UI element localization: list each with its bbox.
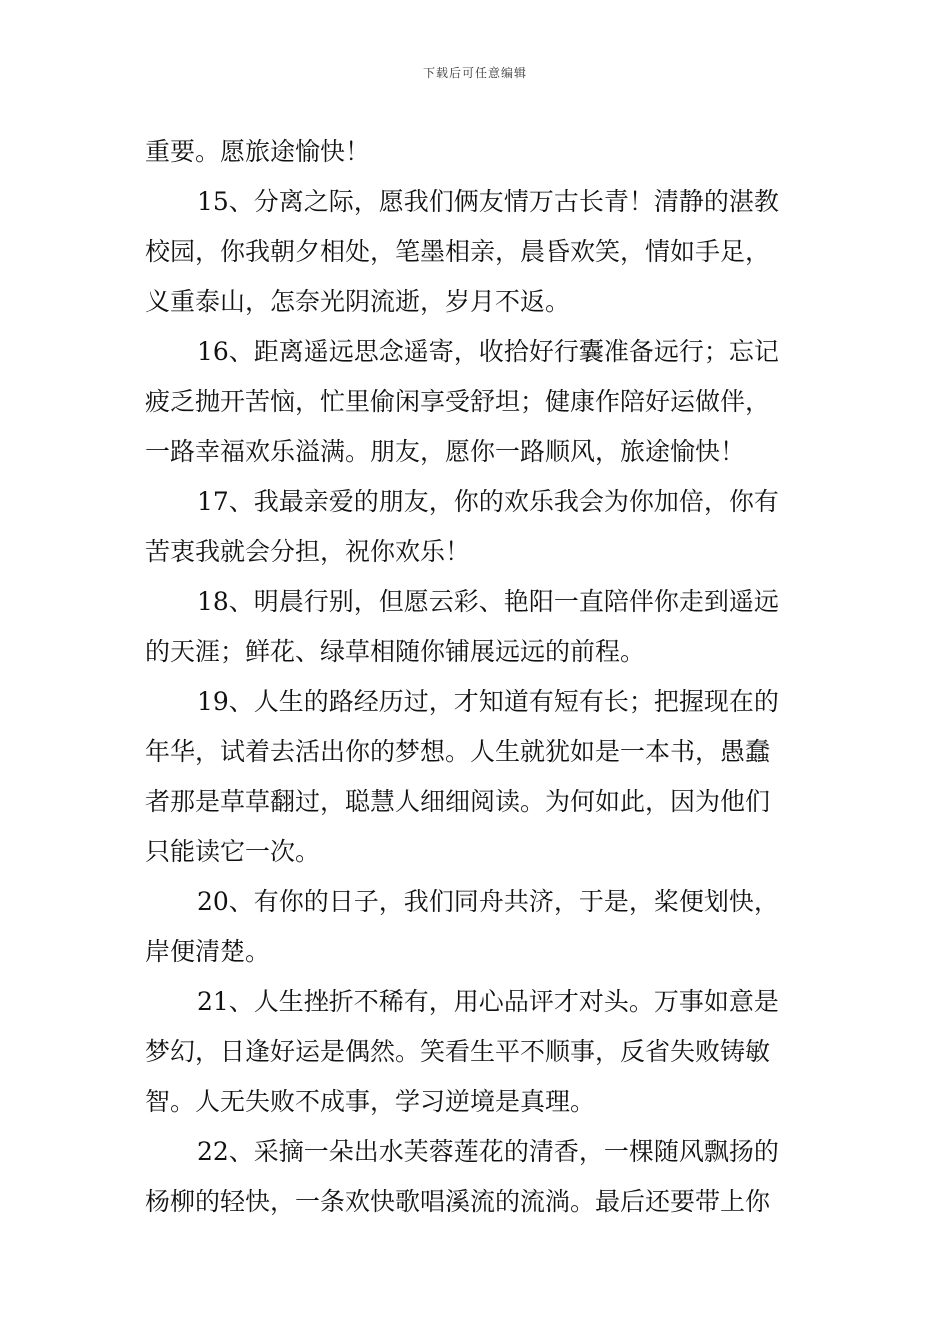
text-line: 岸便清楚。 bbox=[145, 937, 271, 966]
text-line: 20、有你的日子，我们同舟共济，于是，桨便划快， bbox=[197, 887, 779, 916]
text-line: 者那是草草翻过，聪慧人细细阅读。为何如此，因为他们 bbox=[145, 787, 771, 816]
text-line: 校园，你我朝夕相处，笔墨相亲，晨昏欢笑，情如手足， bbox=[145, 237, 771, 266]
text-line: 一路幸福欢乐溢满。朋友，愿你一路顺风，旅途愉快！ bbox=[145, 437, 746, 466]
page-header: 下载后可任意编辑 bbox=[422, 66, 527, 80]
text-line: 年华，试着去活出你的梦想。人生就犹如是一本书，愚蠢 bbox=[145, 737, 771, 766]
text-line: 18、明晨行别，但愿云彩、艳阳一直陪伴你走到遥远 bbox=[197, 587, 779, 616]
text-line: 只能读它一次。 bbox=[145, 837, 321, 866]
text-line: 22、采摘一朵出水芙蓉莲花的清香，一棵随风飘扬的 bbox=[197, 1137, 779, 1166]
text-line: 15、分离之际，愿我们俩友情万古长青！清静的湛教 bbox=[197, 187, 779, 216]
text-line: 义重泰山，怎奈光阴流逝，岁月不返。 bbox=[145, 287, 571, 316]
text-line: 17、我最亲爱的朋友，你的欢乐我会为你加倍，你有 bbox=[197, 487, 779, 516]
text-line: 梦幻，日逢好运是偶然。笑看生平不顺事，反省失败铸敏 bbox=[145, 1037, 771, 1066]
text-line: 杨柳的轻快，一条欢快歌唱溪流的流淌。最后还要带上你 bbox=[145, 1187, 771, 1216]
text-line: 的天涯；鲜花、绿草相随你铺展远远的前程。 bbox=[145, 637, 646, 666]
text-line: 19、人生的路经历过，才知道有短有长；把握现在的 bbox=[197, 687, 779, 716]
text-line: 疲乏抛开苦恼，忙里偷闲享受舒坦；健康作陪好运做伴， bbox=[145, 387, 771, 416]
text-line: 16、距离遥远思念遥寄，收拾好行囊准备远行；忘记 bbox=[197, 337, 779, 366]
text-line: 苦衷我就会分担，祝你欢乐！ bbox=[145, 537, 471, 566]
text-line: 21、人生挫折不稀有，用心品评才对头。万事如意是 bbox=[197, 987, 779, 1016]
document-body bbox=[145, 127, 810, 1227]
text-line: 重要。愿旅途愉快！ bbox=[145, 137, 371, 166]
text-line: 智。人无失败不成事，学习逆境是真理。 bbox=[145, 1087, 596, 1116]
